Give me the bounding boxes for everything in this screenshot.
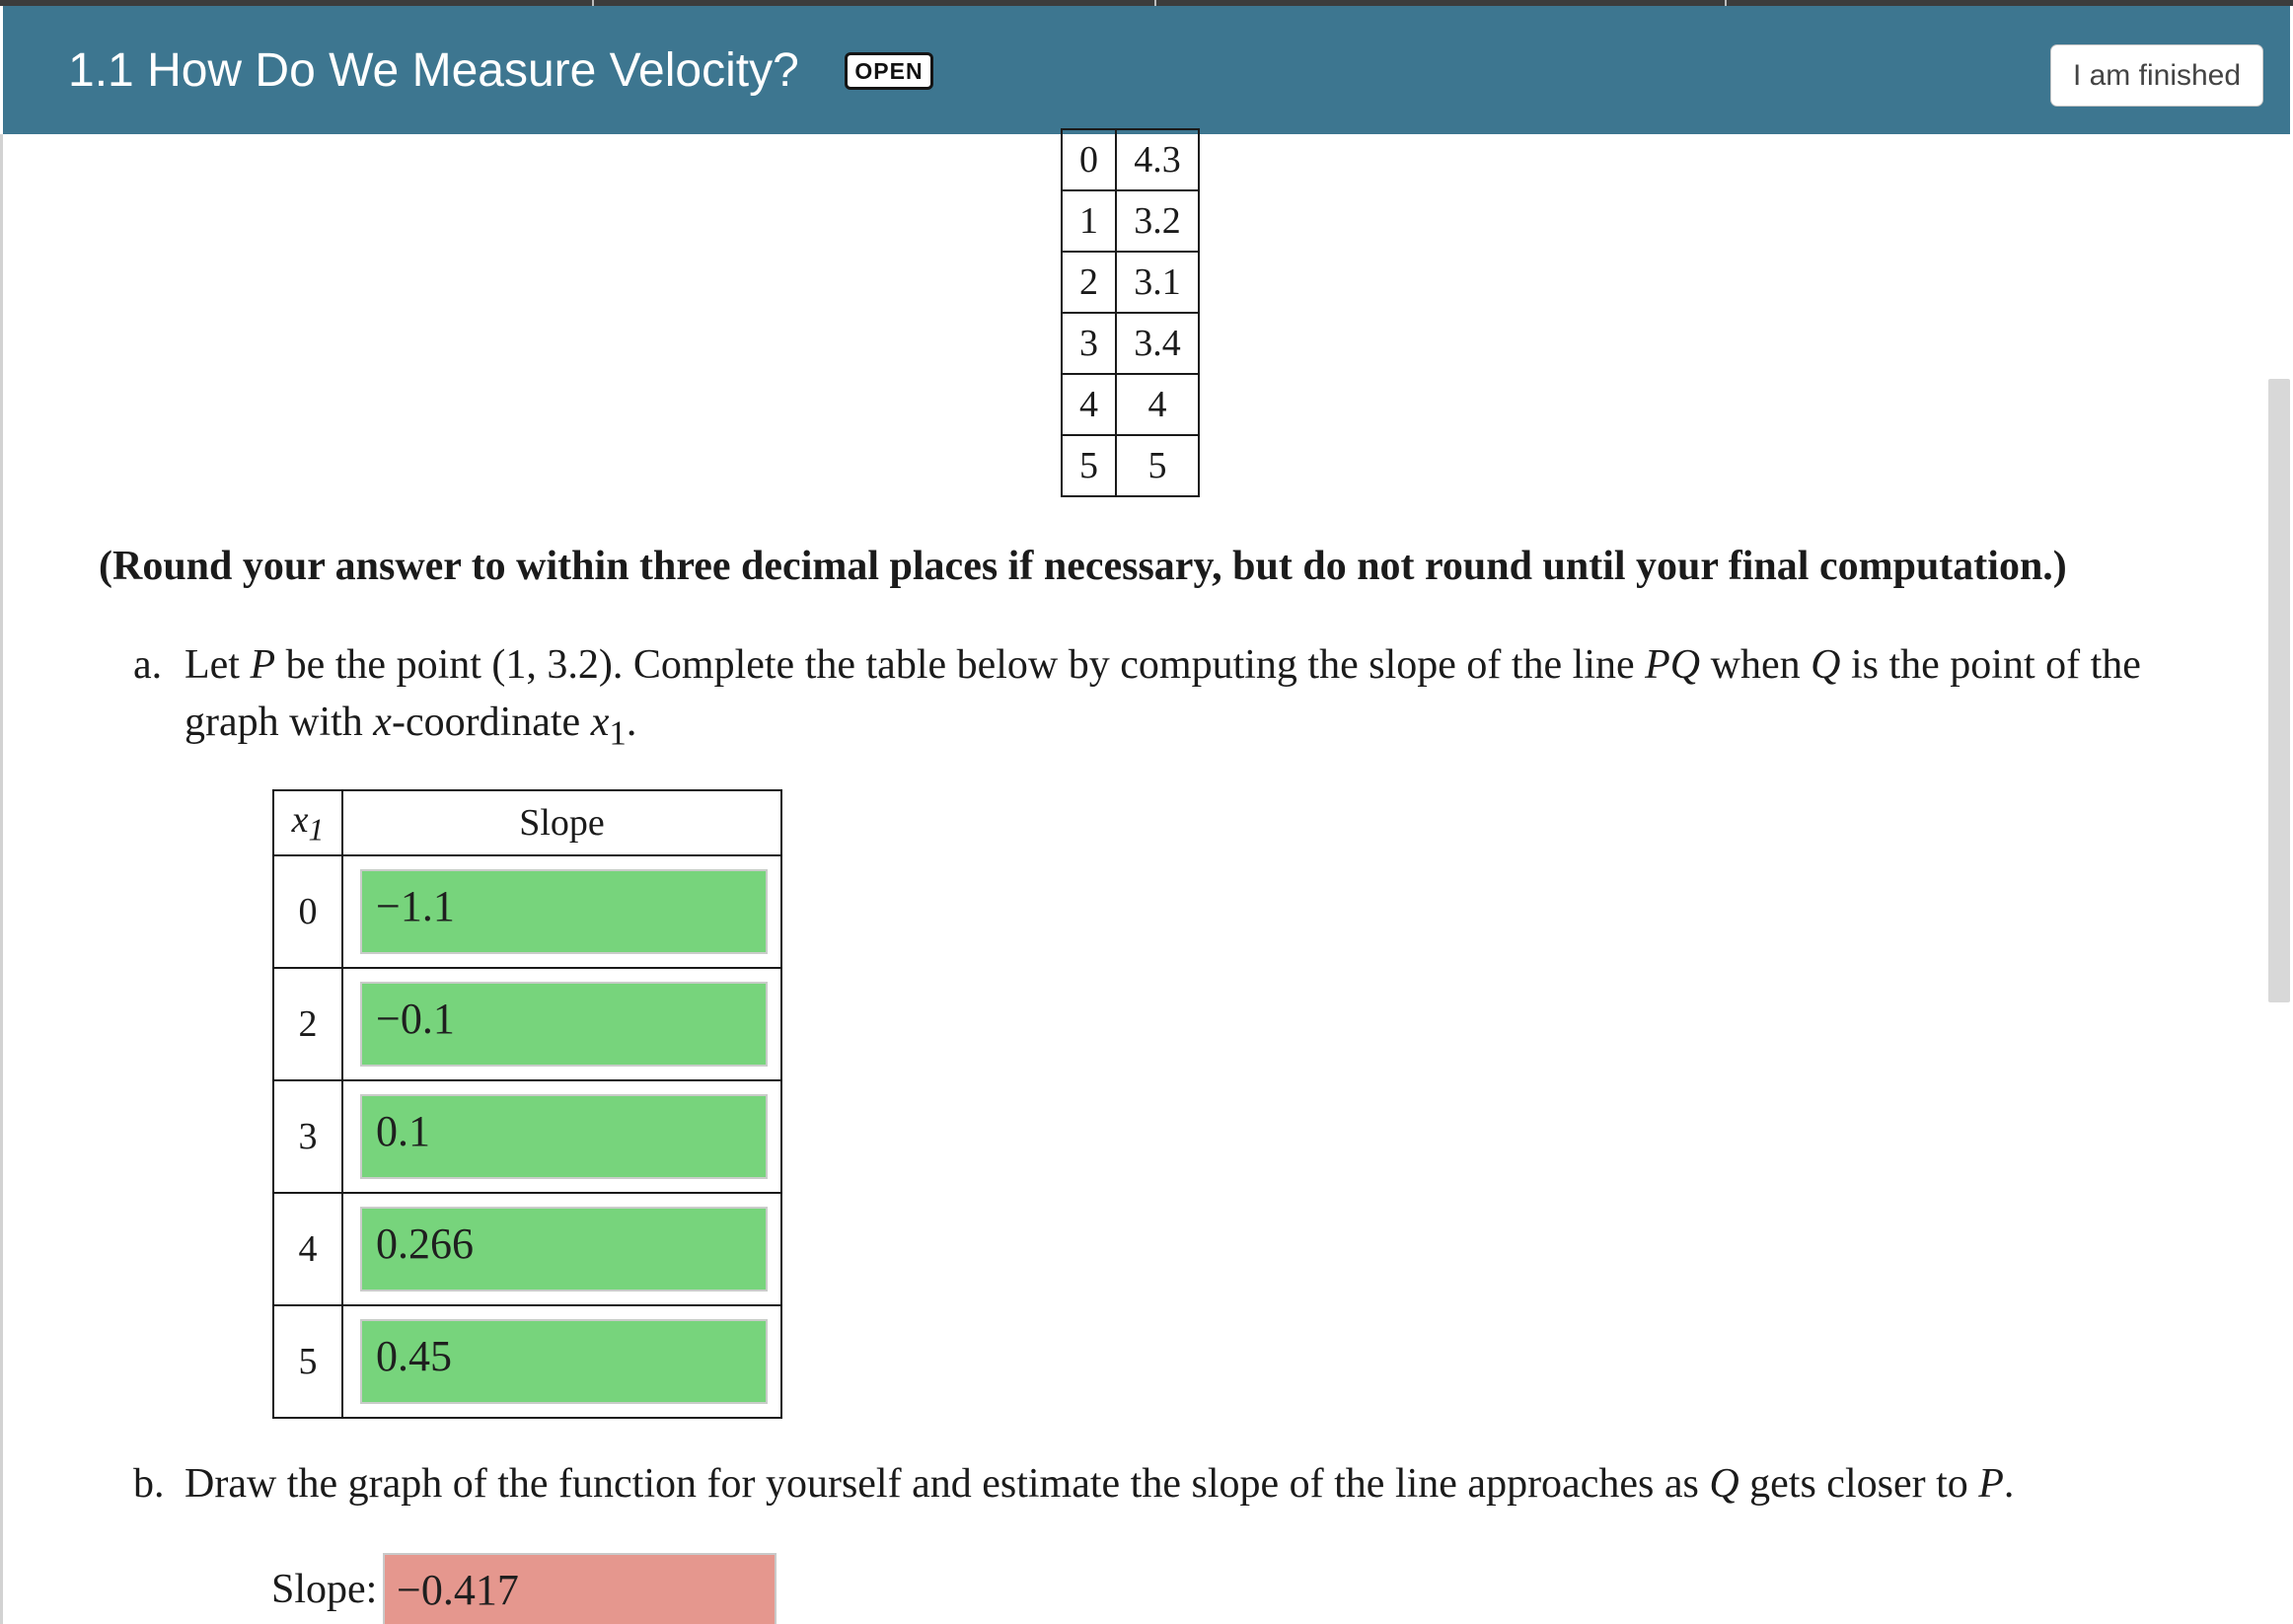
math-var-x1: x xyxy=(590,700,610,745)
question-text: when xyxy=(1700,642,1812,688)
slope-answer-input[interactable]: −1.1 xyxy=(360,869,768,954)
part-a-marker: a. xyxy=(133,642,163,688)
question-text: Draw the graph of the function for yourself and estimate the slope of the line approaches as xyxy=(185,1461,1710,1507)
answer-cell xyxy=(342,968,781,1080)
x1-cell: 3 xyxy=(273,1080,342,1193)
answer-cell xyxy=(342,1193,781,1305)
math-var-q: Q xyxy=(1709,1461,1739,1507)
table-row xyxy=(273,1193,781,1305)
content-border xyxy=(0,134,3,1624)
table-row xyxy=(1062,374,1199,435)
question-text: gets closer to xyxy=(1738,1461,1979,1507)
x1-cell: 2 xyxy=(273,968,342,1080)
page-header xyxy=(3,6,2290,134)
header-var: x xyxy=(291,798,309,841)
table-header-row xyxy=(273,790,781,855)
math-var-pq: PQ xyxy=(1645,642,1701,688)
question-text: -coordinate xyxy=(391,700,591,745)
y-cell: 3.4 xyxy=(1116,313,1199,374)
status-badge: OPEN xyxy=(845,52,933,90)
y-cell: 5 xyxy=(1116,435,1199,496)
rounding-instructions: (Round your answer to within three decimal places if necessary, but do not round until your final computation.) xyxy=(99,544,2067,589)
y-cell: 3.2 xyxy=(1116,190,1199,252)
x-cell: 1 xyxy=(1062,190,1116,252)
table-row xyxy=(1062,313,1199,374)
math-var-p: P xyxy=(1978,1461,2004,1507)
x1-cell: 5 xyxy=(273,1305,342,1418)
answer-cell xyxy=(342,855,781,968)
slope-answer-input[interactable]: 0.266 xyxy=(360,1207,768,1292)
part-b-question xyxy=(133,1455,2156,1513)
question-text: be the point (1, 3.2). Complete the table below by computing the slope of the line xyxy=(275,642,1646,688)
question-text: . xyxy=(626,700,637,745)
math-var-p: P xyxy=(250,642,276,688)
part-b-marker: b. xyxy=(133,1461,165,1507)
header-subscript: 1 xyxy=(308,812,325,848)
math-subscript: 1 xyxy=(609,713,627,753)
question-text: is the point of the graph with xyxy=(185,642,2141,745)
y-cell: 3.1 xyxy=(1116,252,1199,313)
question-text: Let xyxy=(185,642,251,688)
slope-answer-input[interactable]: −0.1 xyxy=(360,982,768,1067)
table-row xyxy=(273,968,781,1080)
slope-label: Slope: xyxy=(271,1567,378,1612)
table-row xyxy=(273,1305,781,1418)
slope-table xyxy=(272,789,782,1419)
slope-answer-input[interactable]: 0.45 xyxy=(360,1319,768,1404)
y-cell: 4 xyxy=(1116,374,1199,435)
finish-button[interactable]: I am finished xyxy=(2050,44,2263,107)
function-data-table xyxy=(1061,128,1200,497)
table-row xyxy=(1062,252,1199,313)
x-cell: 5 xyxy=(1062,435,1116,496)
column-header-x1 xyxy=(273,790,342,855)
table-row xyxy=(1062,190,1199,252)
x-cell: 0 xyxy=(1062,129,1116,190)
math-var-q: Q xyxy=(1811,642,1841,688)
table-row xyxy=(1062,435,1199,496)
x-cell: 3 xyxy=(1062,313,1116,374)
slope-estimate-input[interactable]: −0.417 xyxy=(383,1553,777,1624)
answer-cell xyxy=(342,1080,781,1193)
x-cell: 4 xyxy=(1062,374,1116,435)
page-title: 1.1 How Do We Measure Velocity? xyxy=(68,44,799,97)
y-cell: 4.3 xyxy=(1116,129,1199,190)
answer-cell xyxy=(342,1305,781,1418)
column-header-slope: Slope xyxy=(342,790,781,855)
question-text: . xyxy=(2003,1461,2015,1507)
math-var-x: x xyxy=(373,700,392,745)
part-a-question xyxy=(133,636,2156,762)
scrollbar-thumb[interactable] xyxy=(2268,379,2290,1002)
x1-cell: 4 xyxy=(273,1193,342,1305)
slope-answer-input[interactable]: 0.1 xyxy=(360,1094,768,1179)
x1-cell: 0 xyxy=(273,855,342,968)
table-row xyxy=(273,855,781,968)
x-cell: 2 xyxy=(1062,252,1116,313)
table-row xyxy=(273,1080,781,1193)
table-row xyxy=(1062,129,1199,190)
